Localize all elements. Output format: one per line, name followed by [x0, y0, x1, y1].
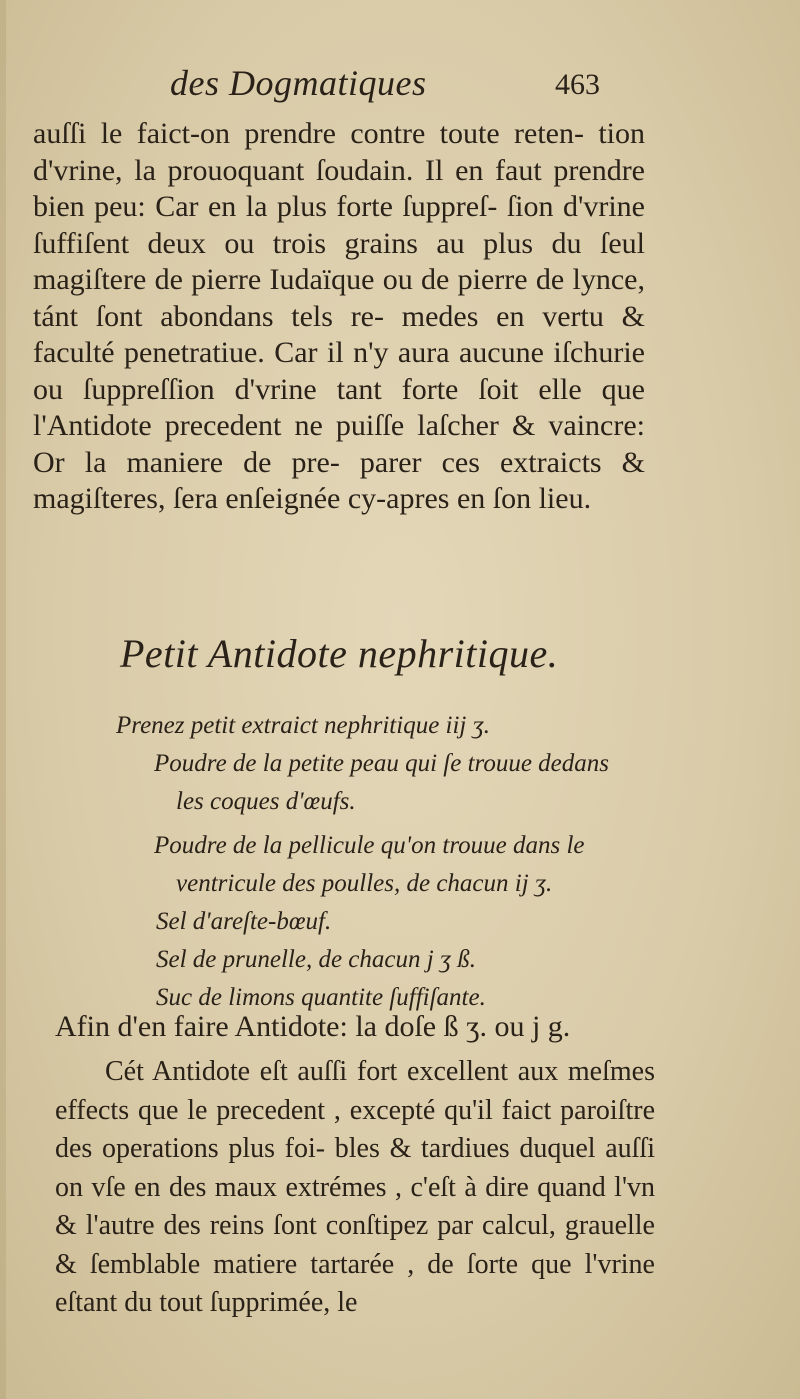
paragraph-1: auſſi le faict-on prendre contre toute reten- tion d'vrine, la prouoquant ſoudain. Il en faut prendre bien peu: Car en la plus forte ſuppreſ- ſion d'vrine ſuffiſent deux ou trois grains au plus du ſeul magiſtere de pierre Iudaïque ou de pierre de lynce, tánt ſont abondans tels re- medes en vertu & faculté penetratiue. Car il n'y aura aucune iſchurie ou ſuppreſſion d'vrine tant forte ſoit elle que l'Antidote precedent ne puiſſe laſcher & vaincre: Or la maniere de pre- parer ces extraicts & magiſteres, ſera enſeignée cy-apres en ſon lieu.: [33, 117, 645, 515]
recipe-line: Sel d'areſte-bœuf.: [156, 908, 332, 935]
dosage-line: Afin d'en faire Antidote: la doſe ß ʒ. ou j g.: [55, 1010, 571, 1043]
recipe-line: les coques d'œufs.: [176, 788, 356, 815]
recipe-line: ventricule des poulles, de chacun ij ʒ.: [176, 870, 553, 897]
recipe-line: Poudre de la petite peau qui ſe trouue dedans: [154, 750, 609, 777]
recipe-line: Poudre de la pellicule qu'on trouue dans le: [154, 832, 585, 859]
running-title: des Dogmatiques: [170, 63, 427, 103]
recipe-line: Suc de limons quantite ſuffiſante.: [156, 984, 486, 1011]
recipe-line: Prenez petit extraict nephritique iij ʒ.: [116, 712, 490, 739]
page-number: 463: [555, 68, 600, 101]
page-edge-left: [0, 0, 6, 1399]
paragraph-2: Cét Antidote eſt auſſi fort excellent aux meſmes effects que le precedent , excepté qu'il faict paroiſtre des operations plus foi- bles & tardiues duquel auſſi on vſe en des maux extrémes , c'eſt à dire quand l'vn & l'autre des reins ſont conſtipez par calcul, grauelle & ſemblable matiere tartarée , de ſorte que l'vrine eſtant du tout ſupprimée, le: [55, 1056, 655, 1318]
section-heading: Petit Antidote nephritique.: [120, 631, 559, 676]
page-header: [0, 62, 800, 112]
recipe-line: Sel de prunelle, de chacun j ʒ ß.: [156, 946, 477, 973]
